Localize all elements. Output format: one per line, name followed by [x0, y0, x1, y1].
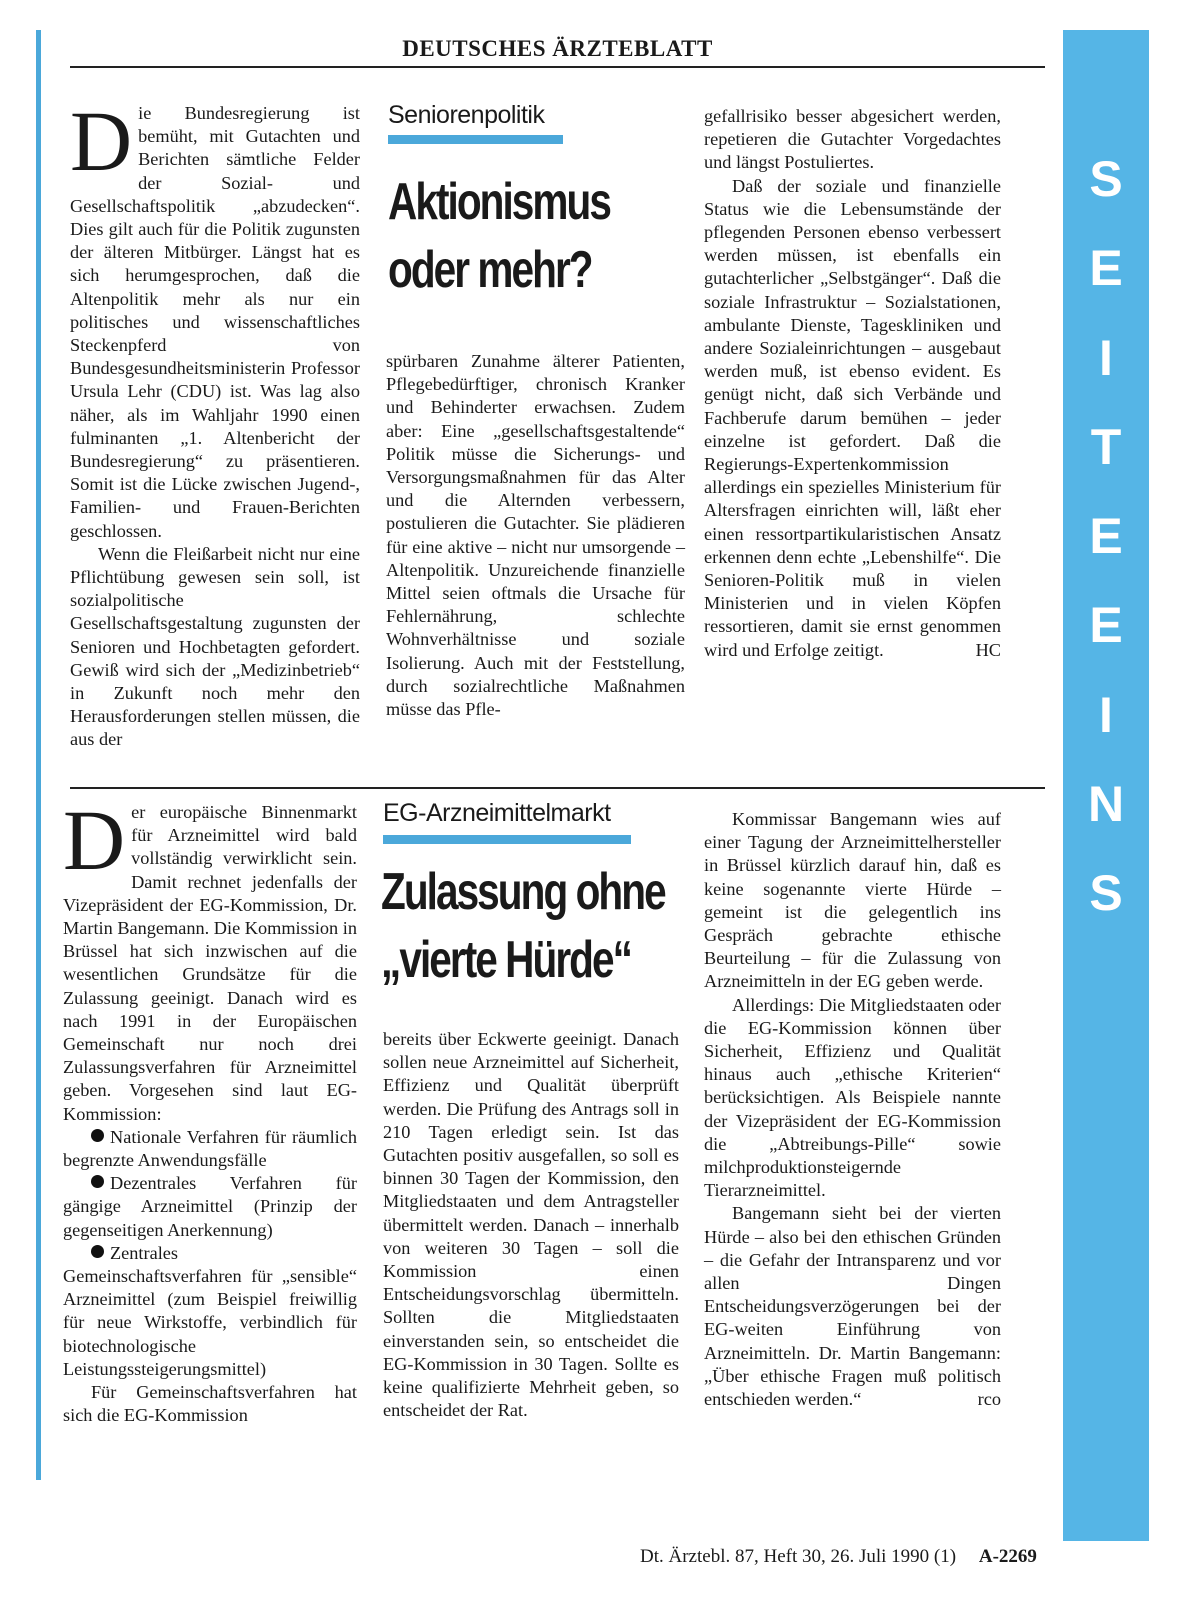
article2-column3: [704, 808, 1001, 1411]
paragraph: [704, 1202, 1001, 1411]
sidebar-letter: E: [1089, 508, 1123, 565]
article2-column1: [63, 792, 357, 1427]
sidebar-letter: S: [1089, 865, 1123, 922]
paragraph: spürbaren Zunahme älterer Patienten, Pflegebedürftiger, chronisch Kranker und Behinderter erwachsen. Zudem aber: Eine „gesellschaftsgestaltende“ Politik müsse die Sicherungs- und Versorgungsmaßnahmen für das Alter und die Alternden verbessern, postulieren die Gutachter. Sie plädieren für eine aktive – nicht nur umsorgende – Altenpolitik. Unzureichende finanzielle Mittel seien oftmals die Ursache für Fehlernährung, schlechte Wohnverhältnisse und soziale Isolierung. Auch mit der Feststellung, durch sozialrechtliche Maßnahmen müsse das Pfle-: [386, 351, 685, 720]
citation: Dt. Ärztebl. 87, Heft 30, 26. Juli 1990 (1): [640, 1546, 957, 1567]
page-number: A-2269: [978, 1546, 1037, 1567]
bullet-icon: [91, 1175, 104, 1188]
headline-line: Aktionismus: [388, 173, 610, 231]
paragraph: Für Gemeinschaftsverfahren hat sich die EG-Kommission: [63, 1382, 357, 1426]
author-initials: HC: [975, 639, 1001, 660]
article2-headline: [381, 858, 665, 994]
paragraph: bereits über Eckwerte geeinigt. Danach sollen neue Arzneimittel auf Sicherheit, Effizienz und Qualität überprüft werden. Die Prüfung des Antrags soll in 210 Tagen erledigt sein. Ist das Gutachten positiv ausgefallen, so soll es binnen 30 Tagen der Kommission, den Mitgliedstaaten und dem Antragsteller übermittelt werden. Danach – innerhalb von weiteren 30 Tagen – soll die Kommission einen Entscheidungsvorschlag übermitteln. Sollten die Mitgliedstaaten einverstanden sein, so entscheidet die EG-Kommission in 30 Tagen. Sollte es keine qualifizierte Mehrheit geben, so entscheidet der Rat.: [383, 1029, 679, 1421]
section-rule: [70, 787, 1045, 789]
paragraph: Wenn die Fleißarbeit nicht nur eine Pflichtübung gewesen sein soll, ist sozialpolitische Gesellschaftsgestaltung zugunsten der Senioren und Hochbetagten gefordert. Gewiß wird sich der „Medizinbetrieb“ in Zukunft noch mehr den Herausforderungen stellen müssen, die aus der: [70, 543, 360, 750]
article1-headline: [388, 168, 610, 304]
paragraph: ie Bundesregierung ist bemüht, mit Gutachten und Berichten sämtliche Felder der Sozial- und Gesellschaftspolitik „abzudecken“. Dies gilt auch für die Politik zugunsten der älteren Mitbürger. Längst hat es sich herumgesprochen, daß die Altenpolitik mehr als nur ein politisches und wissenschaftliches Steckenpferd von Bundesgesundheitsministerin Professor Ursula Lehr (CDU) ist. Was lag also näher, als im Wahljahr 1990 einen fulminanten „1. Altenbericht der Bundesregierung“ zu präsentieren. Somit ist die Lücke zwischen Jugend-, Familien- und Frauen-Berichten geschlossen.: [70, 103, 360, 541]
dropcap: D: [70, 93, 133, 189]
journal-title: DEUTSCHES ÄRZTEBLATT: [402, 36, 713, 61]
headline-line: oder mehr?: [388, 241, 592, 299]
paragraph: er europäische Binnenmarkt für Arzneimittel wird bald vollständig verwirklicht sein. Damit rechnet jedenfalls der Vizepräsident der EG-Kommission, Dr. Martin Bangemann. Die Kommission in Brüssel hat sich inzwischen auf die wesentlichen Grundsätze für die Zulassung geeinigt. Danach wird es nach 1991 in der Europäischen Gemeinschaft nur noch drei Zulassungsverfahren für Arzneimittel geben. Vorgesehen sind laut EG-Kommission:: [63, 802, 357, 1124]
sidebar-label: [1063, 135, 1149, 939]
sidebar-letter: N: [1087, 776, 1125, 833]
bullet-item: [63, 1242, 357, 1381]
bullet-text: Dezentrales Verfahren für gängige Arzneimittel (Prinzip der gegenseitigen Anerkennung): [63, 1173, 357, 1240]
bullet-icon: [91, 1245, 104, 1258]
article1-column2: [386, 350, 685, 721]
paragraph: Allerdings: Die Mitgliedstaaten oder die EG-Kommission können über Sicherheit, Effizienz und Qualität hinaus auch „ethische Kriterien“ berücksichtigen. Als Beispiele nannte der Vizepräsident der EG-Kommission die „Abtreibungs-Pille“ sowie milchproduktionsteigernde Tierarzneimittel.: [704, 994, 1001, 1201]
sidebar-letter: E: [1089, 240, 1123, 297]
sidebar-letter: I: [1099, 329, 1113, 386]
kicker-bar: [383, 835, 631, 844]
sidebar-letter: I: [1099, 686, 1113, 743]
bullet-text: Zentrales Gemeinschaftsverfahren für „sensible“ Arzneimittel (zum Beispiel freiwillig für neue Wirkstoffe, verbindlich für biotechnologische Leistungssteigerungsmittel): [63, 1242, 357, 1379]
article1-column1: [70, 93, 360, 752]
bullet-icon: [91, 1129, 104, 1142]
bullet-item: [63, 1126, 357, 1172]
left-accent-bar: [36, 30, 41, 1480]
paragraph: gefallrisiko besser abgesichert werden, repetieren die Gutachter Vorgedachtes und längst Postuliertes.: [704, 106, 1001, 173]
headline-line: „vierte Hürde“: [381, 931, 631, 989]
sidebar-letter: T: [1090, 418, 1122, 475]
dropcap: D: [63, 792, 126, 888]
page-footer: [640, 1546, 1037, 1568]
sidebar-letter: S: [1089, 151, 1123, 207]
sidebar-letter: E: [1089, 597, 1123, 654]
article2-column2: [383, 1028, 679, 1422]
article1-column3: [704, 105, 1001, 662]
headline-line: Zulassung ohne: [381, 863, 665, 921]
paragraph: Kommissar Bangemann wies auf einer Tagung der Arzneimittelhersteller in Brüssel kürzlich darauf hin, daß es keine sogenannte vierte Hürde – gemeint ist die gelegentlich ins Gespräch gebrachte ethische Beurteilung – für die Zulassung von Arzneimitteln in der EG geben werde.: [704, 809, 1001, 992]
sidebar-seite-eins: [1063, 30, 1149, 1541]
paragraph: [704, 175, 1001, 662]
bullet-text: Nationale Verfahren für räumlich begrenzte Anwendungsfälle: [63, 1126, 357, 1171]
paragraph-text: Bangemann sieht bei der vierten Hürde – also bei den ethischen Gründen – die Gefahr der Intransparenz und vor allen Dingen Entscheidungsverzögerungen bei der EG-weiten Einführung von Arzneimitteln. Dr. Martin Bangemann: „Über ethische Fragen muß politisch entschieden werden.“: [704, 1203, 1001, 1410]
paragraph-text: Daß der soziale und finanzielle Status wie die Lebensumstände der pflegenden Personen ebenso verbessert werden müssen, ist ebenfalls ein gutachterlicher „Selbstgänger“. Daß die soziale Infrastruktur – Sozialstationen, ambulante Dienste, Tageskliniken und andere Sozialeinrichtungen – ausgebaut werden muß, ist ebenso evident. Es genügt nicht, daß sich Verbände und Fachberufe darum bemühen – jeder einzelne ist gefordert. Daß die Regierungs-Expertenkommission allerdings ein spezielles Ministerium für Altersfragen einrichten will, läßt eher einen ressortpartikularistischen Ansatz erkennen denn echte „Lebenshilfe“. Die Senioren-Politik muß in vielen Ministerien und in vielen Köpfen ressortieren, damit sie ernst genommen wird und Erfolge zeitigt.: [704, 175, 1001, 660]
kicker-bar: [388, 135, 563, 144]
article1-kicker: Seniorenpolitik: [388, 101, 545, 129]
author-initials: rco: [977, 1389, 1001, 1410]
header-rule: [70, 66, 1045, 68]
article2-kicker: EG-Arzneimittelmarkt: [383, 799, 611, 827]
bullet-item: [63, 1172, 357, 1242]
